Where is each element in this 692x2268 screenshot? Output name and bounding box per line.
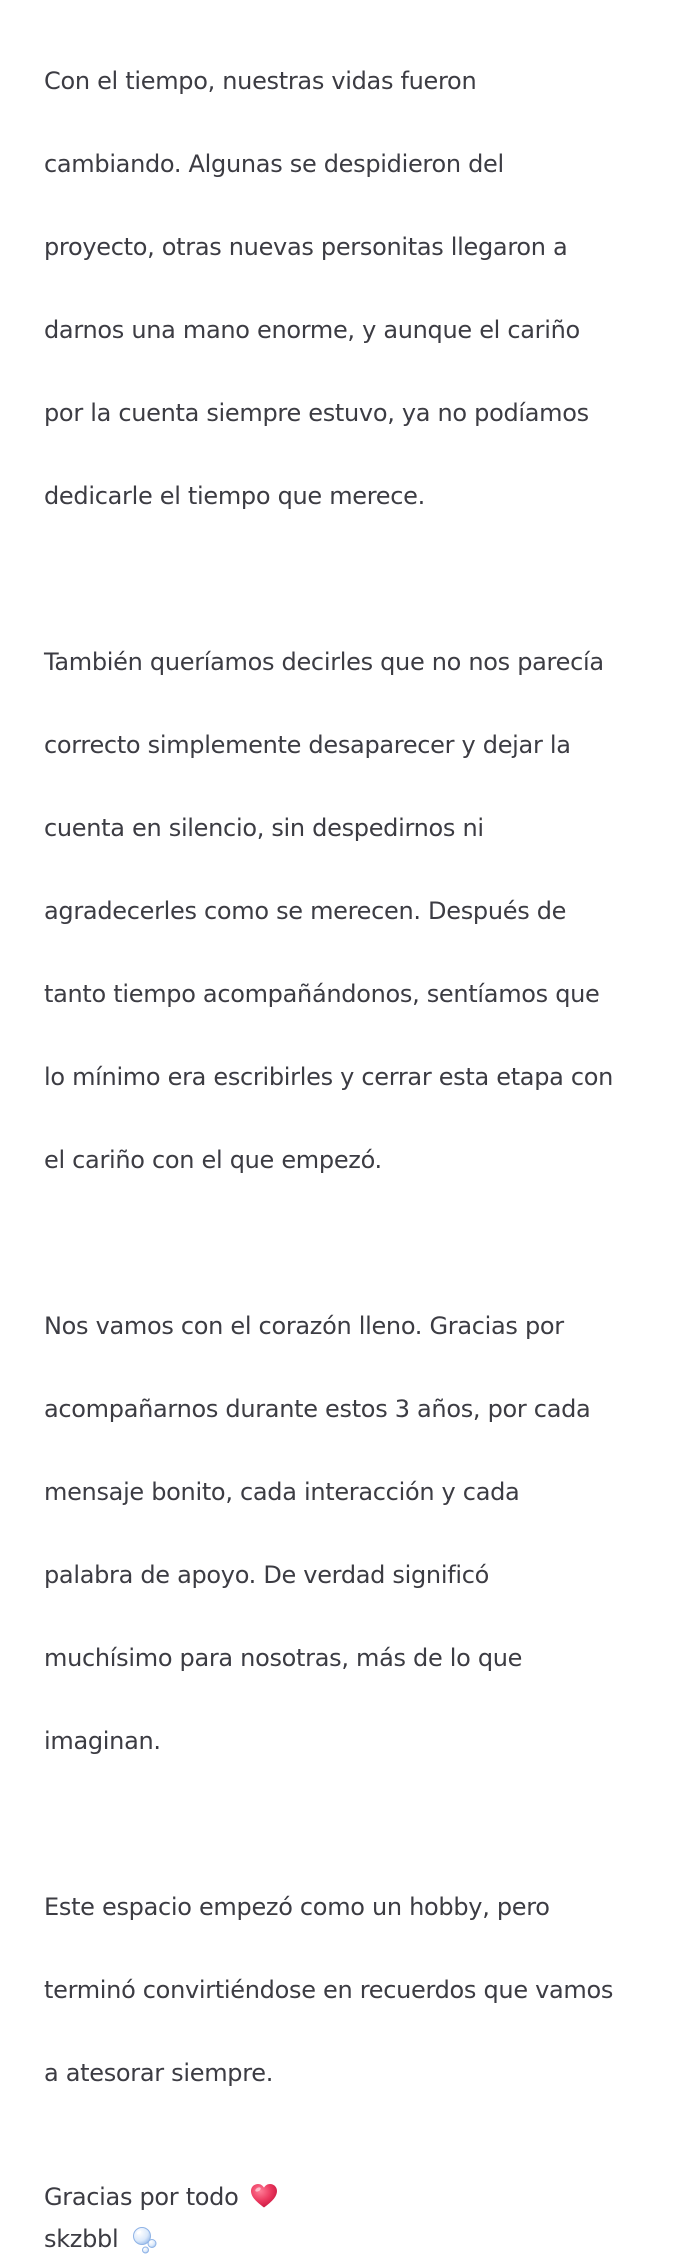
paragraph-2 xyxy=(44,600,654,1223)
text-line: imaginan. xyxy=(44,1726,161,1755)
text-line: cambiando. Algunas se despidieron del xyxy=(44,149,504,178)
note-body xyxy=(44,19,654,2260)
paragraph-3 xyxy=(44,1264,654,1804)
paragraph-4 xyxy=(44,1845,654,2136)
signature-line xyxy=(44,2219,654,2261)
text-line: correcto simplemente desaparecer y dejar la xyxy=(44,730,571,759)
closing-block xyxy=(44,2177,654,2260)
text-line: acompañarnos durante estos 3 años, por cada xyxy=(44,1394,591,1423)
text-line: Este espacio empezó como un hobby, pero xyxy=(44,1892,550,1921)
text-line: dedicarle el tiempo que merece. xyxy=(44,481,425,510)
closing-text: Gracias por todo xyxy=(44,2183,239,2211)
text-line: terminó convirtiéndose en recuerdos que vamos xyxy=(44,1975,614,2004)
text-line: muchísimo para nosotras, más de lo que xyxy=(44,1643,523,1672)
text-line: por la cuenta siempre estuvo, ya no podíamos xyxy=(44,398,589,427)
paragraph-1 xyxy=(44,19,654,559)
text-line: Nos vamos con el corazón lleno. Gracias por xyxy=(44,1311,564,1340)
text-line: cuenta en silencio, sin despedirnos ni xyxy=(44,813,484,842)
text-line: tanto tiempo acompañándonos, sentíamos que xyxy=(44,979,600,1008)
text-line: palabra de apoyo. De verdad significó xyxy=(44,1560,490,1589)
closing-line xyxy=(44,2177,654,2219)
bubbles-icon xyxy=(132,2225,158,2255)
text-line: mensaje bonito, cada interacción y cada xyxy=(44,1477,520,1506)
text-line: proyecto, otras nuevas personitas llegaron a xyxy=(44,232,568,261)
text-line: darnos una mano enorme, y aunque el cariño xyxy=(44,315,580,344)
text-line: el cariño con el que empezó. xyxy=(44,1145,382,1174)
text-line: a atesorar siempre. xyxy=(44,2058,274,2087)
text-line: Con el tiempo, nuestras vidas fueron xyxy=(44,66,477,95)
signature-text: skzbbl xyxy=(44,2224,119,2253)
text-line: lo mínimo era escribirles y cerrar esta etapa con xyxy=(44,1062,614,1091)
text-line: agradecerles como se merecen. Después de xyxy=(44,896,567,925)
text-line: También queríamos decirles que no nos parecía xyxy=(44,647,604,676)
heart-icon xyxy=(250,2181,278,2207)
